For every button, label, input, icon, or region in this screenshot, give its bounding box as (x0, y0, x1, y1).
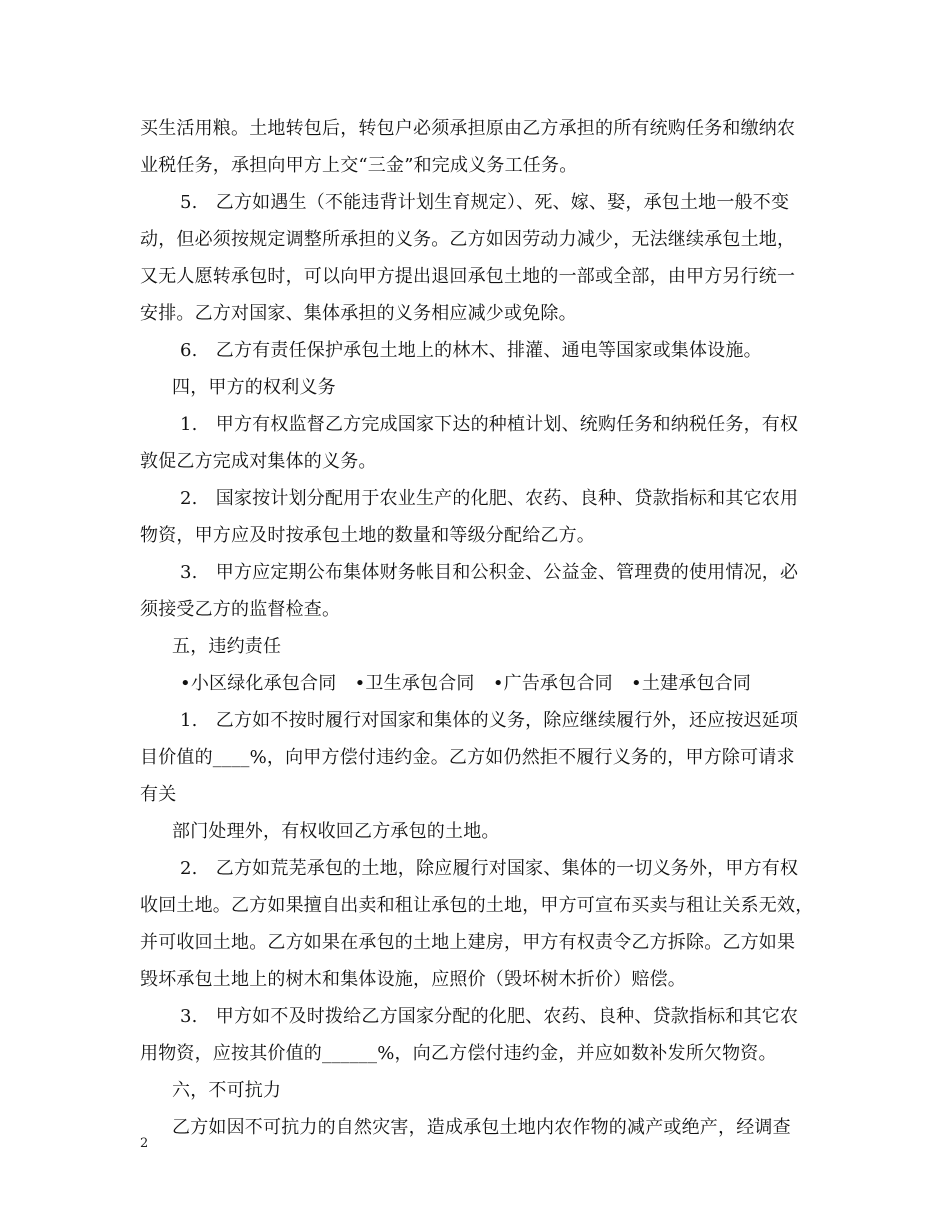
text-line: 动，但必须按规定调整所承担的义务。乙方如因劳动力减少，无法继续承包土地， (140, 229, 796, 250)
page-number: 2 (140, 1136, 149, 1151)
text-line: 敦促乙方完成对集体的义务。 (140, 451, 377, 472)
section-heading: 四，甲方的权利义务 (172, 377, 336, 398)
text-line: 用物资，应按其价值的______%，向乙方偿付违约金，并应如数补发所欠物资。 (140, 1043, 777, 1064)
text-line: 毁坏承包土地上的树木和集体设施，应照价（毁坏树木折价）赔偿。 (140, 969, 686, 990)
clause-line: 1. 甲方有权监督乙方完成国家下达的种植计划、统购任务和纳税任务，有权 (180, 414, 799, 435)
section-heading: 六，不可抗力 (172, 1080, 282, 1101)
text-line: 买生活用粮。土地转包后，转包户必须承担原由乙方承担的所有统购任务和缴纳农 (140, 118, 796, 139)
section-heading: 五，违约责任 (172, 636, 282, 657)
text-line: 业税任务，承担向甲方上交“三金”和完成义务工任务。 (140, 155, 578, 176)
text-line: 收回土地。乙方如果擅自出卖和租让承包的土地，甲方可宣布买卖与租让关系无效， (140, 895, 814, 916)
related-links[interactable]: •小区绿化承包合同 •卫生承包合同 •广告承包合同 •土建承包合同 (180, 673, 752, 694)
text-line: 并可收回土地。乙方如果在承包的土地上建房，甲方有权责令乙方拆除。乙方如果 (140, 932, 796, 953)
clause-line: 2. 国家按计划分配用于农业生产的化肥、农药、良种、贷款指标和其它农用 (180, 488, 799, 509)
clause-line: 3. 甲方应定期公布集体财务帐目和公积金、公益金、管理费的使用情况，必 (180, 562, 799, 583)
clause-line: 5. 乙方如遇生（不能违背计划生育规定）、死、嫁、娶，承包土地一般不变 (180, 192, 790, 213)
text-line: 部门处理外，有权收回乙方承包的土地。 (172, 821, 500, 842)
text-line: 目价值的____%，向甲方偿付违约金。乙方如仍然拒不履行义务的，甲方除可请求 (140, 747, 795, 768)
text-line: 乙方如因不可抗力的自然灾害，造成承包土地内农作物的减产或绝产，经调查 (172, 1117, 791, 1138)
text-line: 须接受乙方的监督检查。 (140, 599, 341, 620)
text-line: 有关 (140, 784, 177, 805)
text-line: 物资，甲方应及时按承包土地的数量和等级分配给乙方。 (140, 525, 595, 546)
text-line: 又无人愿转承包时，可以向甲方提出退回承包土地的一部或全部，由甲方另行统一 (140, 266, 796, 287)
clause-line: 3. 甲方如不及时拨给乙方国家分配的化肥、农药、良种、贷款指标和其它农 (180, 1006, 799, 1027)
text-line: 安排。乙方对国家、集体承担的义务相应减少或免除。 (140, 303, 577, 324)
clause-line: 1. 乙方如不按时履行对国家和集体的义务，除应继续履行外，还应按迟延项 (180, 710, 799, 731)
clause-line: 2. 乙方如荒芜承包的土地，除应履行对国家、集体的一切义务外，甲方有权 (180, 858, 799, 879)
clause-line: 6. 乙方有责任保护承包土地上的林木、排灌、通电等国家或集体设施。 (180, 340, 762, 361)
